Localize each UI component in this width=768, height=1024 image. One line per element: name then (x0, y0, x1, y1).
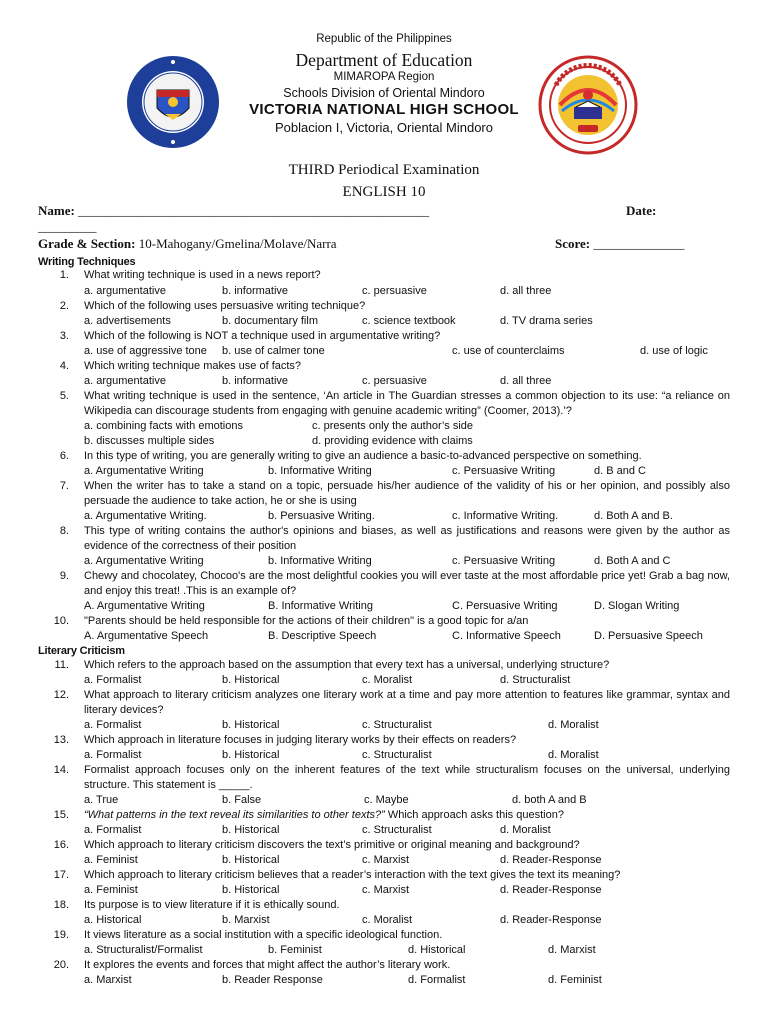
answer-option[interactable]: c. Persuasive Writing (452, 465, 556, 477)
question-number: 6. (59, 450, 69, 462)
question-text: In this type of writing, you are generally writing to give an audience a basic-to-advanced perspective on something. (84, 450, 642, 462)
answer-option[interactable]: d. B and C (594, 465, 646, 477)
answer-option[interactable]: c. Maybe (364, 794, 409, 806)
answer-option[interactable]: A. Argumentative Writing (84, 600, 205, 612)
answer-option[interactable]: b. Informative Writing (268, 555, 372, 567)
answer-option[interactable]: b. discusses multiple sides (84, 435, 215, 447)
question-number: 10. (53, 615, 69, 627)
question-text: Which of the following is NOT a technique used in argumentative writing? (84, 330, 441, 342)
answer-option[interactable]: c. persuasive (362, 375, 427, 387)
question-number: 14. (53, 764, 69, 776)
answer-option[interactable]: d. Moralist (500, 824, 551, 836)
answer-option[interactable]: c. Structuralist (362, 824, 432, 836)
answer-option[interactable]: c. Informative Writing. (452, 510, 559, 522)
answer-option[interactable]: d. all three (500, 375, 552, 387)
answer-option[interactable]: C. Informative Speech (452, 630, 561, 642)
answer-option[interactable]: c. Marxist (362, 854, 410, 866)
answer-option[interactable]: d. Historical (408, 944, 466, 956)
question-number: 12. (53, 689, 69, 701)
question-text: When the writer has to take a stand on a topic, persuade his/her audience of the validity of his or her opinion, and possibly also persuade the audience to take action, he or she is using (84, 480, 730, 507)
answer-option[interactable]: b. Informative Writing (268, 465, 372, 477)
answer-option[interactable]: c. Marxist (362, 884, 410, 896)
question-text: Which approach to literary criticism discovers the text’s primitive or original meaning and background? (84, 839, 580, 851)
question-text: Which approach to literary criticism believes that a reader’s interaction with the text gives the text its meaning? (84, 869, 621, 881)
question-number: 15. (53, 809, 69, 821)
answer-option[interactable]: d. Reader-Response (500, 884, 602, 896)
answer-option[interactable]: a. Formalist (84, 824, 142, 836)
answer-option[interactable]: b. Historical (222, 854, 280, 866)
date-blank[interactable]: _________ (38, 219, 97, 234)
name-label: Name: (38, 203, 75, 218)
answer-option[interactable]: a. Marxist (84, 974, 132, 986)
question-number: 13. (53, 734, 69, 746)
date-label: Date: (626, 203, 657, 218)
answer-option[interactable]: a. Formalist (84, 674, 142, 686)
answer-option[interactable]: b. documentary film (222, 315, 318, 327)
answer-option[interactable]: d. all three (500, 285, 552, 297)
question-number: 16. (53, 839, 69, 851)
answer-option[interactable]: a. Argumentative Writing (84, 555, 204, 567)
answer-option[interactable]: a. combining facts with emotions (84, 420, 243, 432)
answer-option[interactable]: a. use of aggressive tone (84, 345, 207, 357)
question-number: 3. (59, 330, 69, 342)
question-text: This type of writing contains the author's opinions and biases, as well as justifications and reasons were given by the author as evidence of the correctness of their position (84, 525, 730, 552)
exam-subject: ENGLISH 10 (342, 184, 426, 200)
answer-option[interactable]: d. Structuralist (500, 674, 571, 686)
answer-option[interactable]: D. Slogan Writing (594, 600, 680, 612)
question-number: 5. (59, 390, 69, 402)
answer-option[interactable]: b. use of calmer tone (222, 345, 325, 357)
answer-option[interactable]: b. informative (222, 285, 289, 297)
answer-option[interactable]: B. Informative Writing (268, 600, 373, 612)
school-name: VICTORIA NATIONAL HIGH SCHOOL (249, 101, 519, 118)
answer-option[interactable]: a. Argumentative Writing (84, 465, 204, 477)
question-number: 8. (59, 525, 69, 537)
question-text: What writing technique is used in the sentence, ‘An article in The Guardian stresses a common objection to its use: “a reliance on Wikipedia can discourage students from engaging with genuine academic writing” (Coomer, 2013).’? (84, 390, 730, 417)
question-text: Which of the following uses persuasive writing technique? (84, 300, 366, 312)
section-title: Literary Criticism (38, 645, 125, 657)
question-number: 1. (59, 269, 69, 281)
school-address: Poblacion I, Victoria, Oriental Mindoro (275, 120, 493, 135)
answer-option[interactable]: c. Persuasive Writing (452, 555, 556, 567)
name-blank: ______________________________________________________ (78, 203, 430, 218)
question-text: "Parents should be held responsible for the actions of their children" is a good topic for a/an (84, 615, 529, 627)
region-line: MIMAROPA Region (333, 71, 435, 83)
question-text: Chewy and chocolatey, Chocoo's are the most delightful cookies you will ever taste at the most affordable price yet! Grab a bag now, and enjoy this treat! .This is an example of? (84, 570, 730, 597)
answer-option[interactable]: b. Reader Response (222, 974, 323, 986)
score-blank: ______________ (593, 236, 685, 251)
answer-option[interactable]: b. Marxist (222, 914, 270, 926)
answer-option[interactable]: d. Moralist (548, 719, 599, 731)
answer-option[interactable]: a. argumentative (84, 375, 166, 387)
answer-option[interactable]: c. Moralist (362, 674, 413, 686)
answer-option[interactable]: d. use of logic (640, 345, 708, 357)
division-line: Schools Division of Oriental Mindoro (283, 86, 485, 100)
answer-option[interactable]: c. Structuralist (362, 719, 432, 731)
answer-option[interactable]: b. Historical (222, 884, 280, 896)
answer-option[interactable]: d. Feminist (548, 974, 602, 986)
question-text: Its purpose is to view literature if it is ethically sound. (84, 899, 340, 911)
republic-line: Republic of the Philippines (316, 33, 452, 45)
question-number: 18. (53, 899, 69, 911)
answer-option[interactable]: d. Moralist (548, 749, 599, 761)
answer-option[interactable]: a. True (84, 794, 119, 806)
answer-option[interactable]: a. Structuralist/Formalist (84, 944, 203, 956)
grade-section-value: 10-Mahogany/Gmelina/Molave/Narra (138, 236, 337, 251)
answer-option[interactable]: b. False (222, 794, 262, 806)
answer-option[interactable]: a. advertisements (84, 315, 171, 327)
question-number: 4. (59, 360, 69, 372)
question-number: 11. (54, 659, 69, 671)
answer-option[interactable]: c. Structuralist (362, 749, 432, 761)
answer-option[interactable]: A. Argumentative Speech (84, 630, 209, 642)
answer-option[interactable]: c. presents only the author’s side (312, 420, 474, 432)
question-text: “What patterns in the text reveal its similarities to other texts?” Which approach asks this question? (84, 809, 564, 821)
question-text: Which writing technique makes use of facts? (84, 360, 302, 372)
answer-option[interactable]: a. Argumentative Writing. (84, 510, 207, 522)
answer-option[interactable]: B. Descriptive Speech (268, 630, 377, 642)
question-number: 7. (59, 480, 69, 492)
answer-option[interactable]: a. Feminist (84, 854, 138, 866)
score-label: Score: (555, 236, 591, 251)
answer-option[interactable]: a. Formalist (84, 719, 142, 731)
answer-option[interactable]: a. Historical (84, 914, 142, 926)
question-number: 2. (59, 300, 69, 312)
answer-option[interactable]: b. Historical (222, 824, 280, 836)
answer-option[interactable]: d. providing evidence with claims (312, 435, 473, 447)
department-title: Department of Education (295, 50, 473, 70)
answer-option[interactable]: c. Moralist (362, 914, 413, 926)
answer-option[interactable]: a. Formalist (84, 749, 142, 761)
answer-option[interactable]: b. informative (222, 375, 289, 387)
question-text: What approach to literary criticism analyzes one literary work at a time and pay more attention to features like grammar, syntax and literary devices? (84, 689, 730, 716)
exam-title: THIRD Periodical Examination (288, 162, 480, 178)
question-text: Which approach in literature focuses in judging literary works by their effects on readers? (84, 734, 517, 746)
question-text: What writing technique is used in a news report? (84, 269, 321, 281)
question-number: 17. (53, 869, 69, 881)
answer-option[interactable]: b. Historical (222, 674, 280, 686)
answer-option[interactable]: d. both A and B (512, 794, 587, 806)
answer-option[interactable]: c. persuasive (362, 285, 427, 297)
answer-option[interactable]: d. TV drama series (500, 315, 593, 327)
answer-option[interactable]: d. Both A and B. (594, 510, 673, 522)
answer-option[interactable]: d. Reader-Response (500, 854, 602, 866)
answer-option[interactable]: b. Historical (222, 719, 280, 731)
answer-option[interactable]: d. Reader-Response (500, 914, 602, 926)
answer-option[interactable]: b. Historical (222, 749, 280, 761)
section-title: Writing Techniques (38, 256, 136, 268)
question-text: Formalist approach focuses only on the inherent features of the text while structuralism focuses on the universal, underlying structure. This statement is _____. (84, 764, 730, 791)
question-text: Which refers to the approach based on the assumption that every text has a universal, underlying structure? (84, 659, 610, 671)
answer-option[interactable]: d. Formalist (408, 974, 466, 986)
answer-option[interactable]: d. Marxist (548, 944, 596, 956)
answer-option[interactable]: d. Both A and C (594, 555, 671, 567)
answer-option[interactable]: c. science textbook (362, 315, 456, 327)
answer-option[interactable]: a. argumentative (84, 285, 166, 297)
answer-option[interactable]: C. Persuasive Writing (452, 600, 558, 612)
grade-section-label: Grade & Section: (38, 236, 136, 251)
question-number: 20. (53, 959, 69, 971)
answer-option[interactable]: b. Feminist (268, 944, 322, 956)
question-text: It views literature as a social institution with a specific ideological function. (84, 929, 443, 941)
answer-option[interactable]: a. Feminist (84, 884, 138, 896)
question-number: 9. (59, 570, 69, 582)
answer-option[interactable]: b. Persuasive Writing. (268, 510, 375, 522)
answer-option[interactable]: c. use of counterclaims (452, 345, 565, 357)
answer-option[interactable]: D. Persuasive Speech (594, 630, 703, 642)
question-number: 19. (53, 929, 69, 941)
question-text: It explores the events and forces that might affect the author’s literary work. (84, 959, 451, 971)
